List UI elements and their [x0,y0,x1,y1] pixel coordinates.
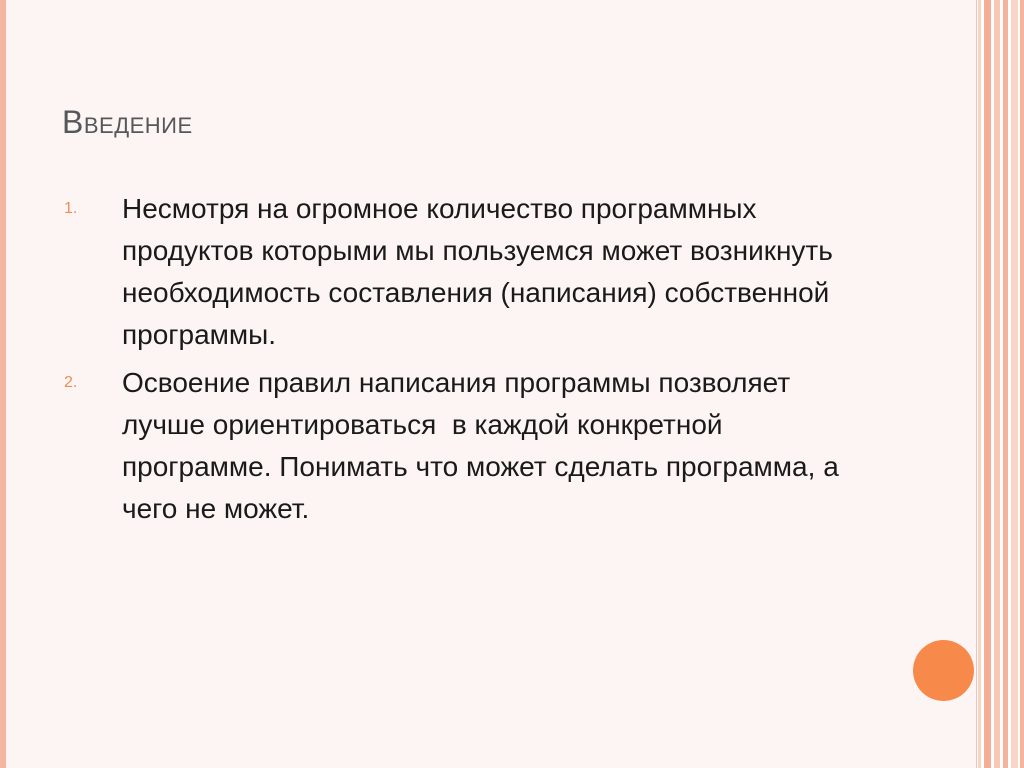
list-item-text: Несмотря на огромное количество программных продуктов которыми мы пользуемся может возникнуть необходимость составления (написания) собственной программы. [122,193,841,350]
list-item [62,188,862,356]
right-stripe [994,0,1000,768]
right-stripe [1003,0,1008,768]
list-number: 2. [64,374,78,391]
list-item-text: Освоение правил написания программы позволяет лучше ориентироваться в каждой конкретной программе. Понимать что может сделать программа, а чего не может. [122,367,847,524]
list-item [62,362,862,530]
right-stripe [978,0,981,768]
slide-title: Введение [62,104,193,140]
numbered-list [62,188,862,536]
right-stripe [1011,0,1018,768]
right-stripe [1020,0,1024,768]
list-number: 1. [64,200,78,217]
right-stripe [984,0,991,768]
orange-circle-decoration [913,640,974,701]
